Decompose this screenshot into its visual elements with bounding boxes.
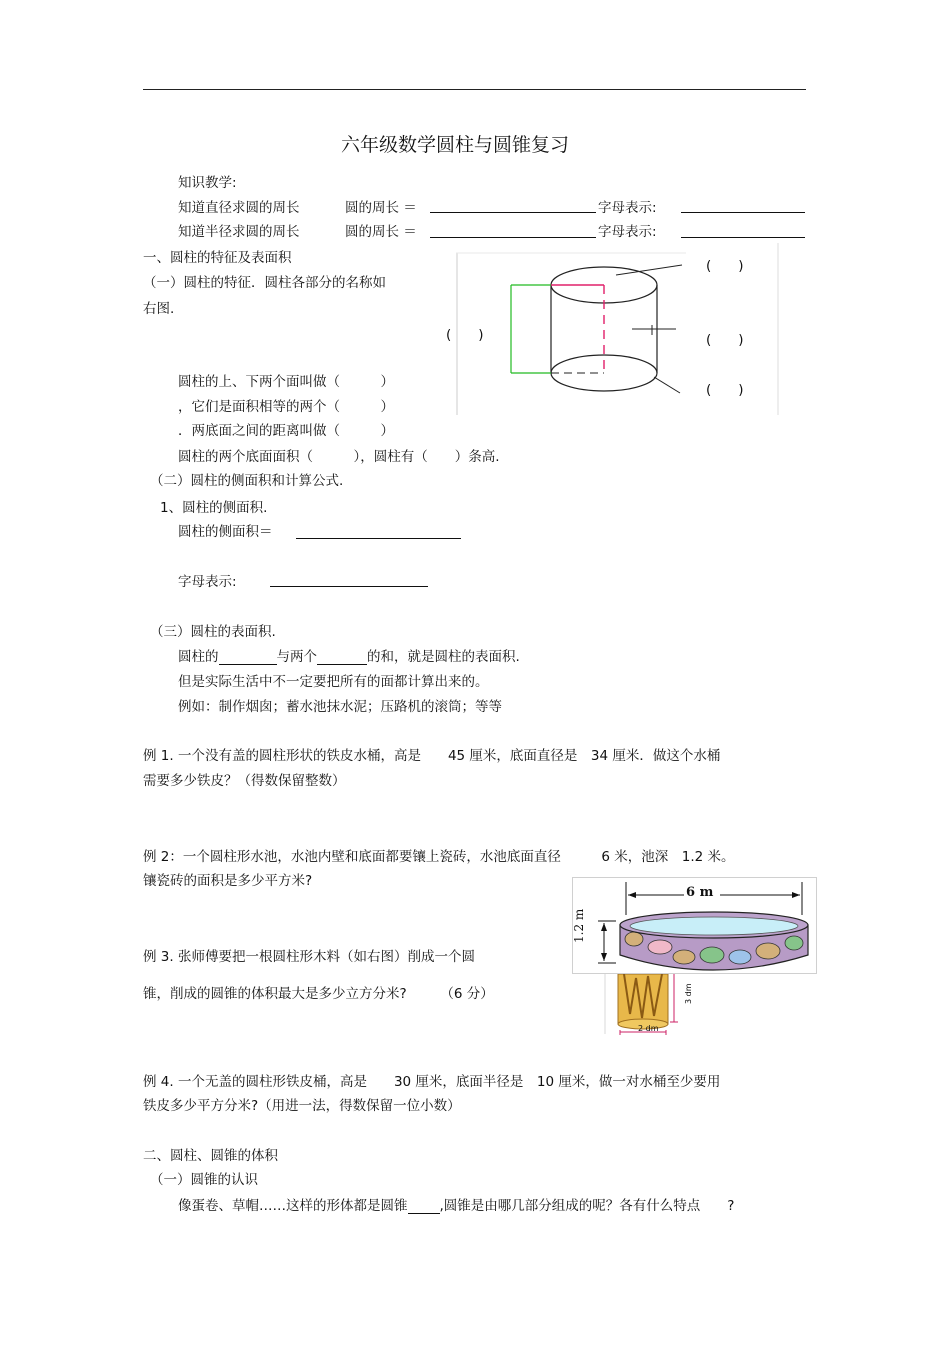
example4-line2: 铁皮多少平方分米?（用进一法，得数保留一位小数） (143, 1098, 461, 1114)
pointer-top-base (616, 265, 682, 275)
intro-row1-letter-label: 字母表示: (598, 200, 657, 216)
section2-line1-b: ,圆锥是由哪几部分组成的呢？各有什么特点 ? (439, 1198, 735, 1214)
section2-blank[interactable] (408, 1197, 440, 1214)
intro-row2-letter-label: 字母表示: (598, 224, 657, 240)
intro-heading: 知识教学: (178, 175, 237, 191)
label-height-blank: ( ) (446, 327, 484, 343)
intro-row1-letter-blank[interactable] (681, 212, 805, 213)
part1-line4: 圆柱的两个底面面积（ ），圆柱有（ ）条高. (178, 449, 500, 465)
intro-row1-known: 知道直径求圆的周长 (178, 200, 300, 216)
example3-line2: 锥，削成的圆锥的体积最大是多少立方分米? （6 分） (143, 986, 494, 1002)
page-title: 六年级数学圆柱与圆锥复习 (341, 134, 570, 156)
intro-row2-formula-label: 圆的周长 ＝ (345, 224, 417, 240)
pool-width-label: 6 m (686, 885, 714, 900)
part1-line1: 圆柱的上、下两个面叫做（ ） (178, 374, 394, 390)
part3-line1 (178, 645, 520, 665)
part1-heading: （一）圆柱的特征．圆柱各部分的名称如 (143, 275, 386, 291)
intro-row2-known: 知道半径求圆的周长 (178, 224, 300, 240)
pool-stone (729, 950, 751, 964)
example4-line1: 例 4. 一个无盖的圆柱形铁皮桶，高是 30 厘米，底面半径是 10 厘米，做一对水桶至少要用 (143, 1074, 721, 1090)
pool-water (630, 917, 798, 935)
intro-row1-formula-label: 圆的周长 ＝ (345, 200, 417, 216)
part3-line1-a: 圆柱的 (178, 649, 219, 665)
part3-line3: 例如：制作烟囱；蓄水池抹水泥；压路机的滚筒；等等 (178, 699, 502, 715)
pool-depth-arrow-bottom (601, 953, 607, 961)
section2-part1-heading: （一）圆锥的认识 (150, 1172, 258, 1188)
part2-sub: 1、圆柱的侧面积. (160, 500, 268, 516)
pool-stone (648, 940, 672, 954)
example1-line2: 需要多少铁皮？（得数保留整数） (143, 773, 346, 789)
example1-line1: 例 1. 一个没有盖的圆柱形状的铁皮水桶，高是 45 厘米，底面直径是 34 厘米．做这个水桶 (143, 748, 721, 764)
lateral-letter-blank[interactable] (270, 586, 428, 587)
part3-line1-b: 与两个 (276, 649, 317, 665)
section2-line1 (178, 1194, 734, 1214)
part3-heading: （三）圆柱的表面积. (150, 624, 276, 640)
pool-stone (673, 950, 695, 964)
pool-depth-label: 1.2 m (572, 908, 586, 943)
part3-line1-c: 的和，就是圆柱的表面积. (367, 649, 520, 665)
intro-row2-letter-blank[interactable] (681, 237, 805, 238)
lateral-area-label: 圆柱的侧面积＝ (178, 524, 273, 540)
pool-arrow-right (792, 892, 800, 898)
bottom-base-front (551, 373, 657, 391)
label-top-blank: ( ) (706, 258, 744, 274)
part1-heading-cont: 右图. (143, 301, 175, 317)
example2-line2: 镶瓷砖的面积是多少平方米? (143, 873, 313, 889)
pool-arrow-left (628, 892, 636, 898)
pointer-bottom-base (654, 377, 680, 393)
section2-heading: 二、圆柱、圆锥的体积 (143, 1148, 278, 1164)
wood-width-label: 2 dm (638, 1024, 659, 1033)
example3-line1: 例 3. 张师傅要把一根圆柱形木料（如右图）削成一个圆 (143, 949, 475, 965)
part3-blank-lateral[interactable] (219, 648, 277, 665)
top-rule (143, 89, 806, 90)
intro-row1-formula-blank[interactable] (430, 212, 596, 213)
section2-line1-a: 像蛋卷、草帽……这样的形体都是圆锥 (178, 1198, 408, 1214)
pool-stone (700, 947, 724, 963)
lateral-area-blank[interactable] (296, 538, 461, 539)
pool-stone (756, 943, 780, 959)
wood-height-label: 3 dm (684, 983, 693, 1004)
part1-line2: ，它们是面积相等的两个（ ） (178, 399, 394, 415)
section1-heading: 一、圆柱的特征及表面积 (143, 250, 292, 266)
label-side-blank: ( ) (706, 332, 744, 348)
part1-line3: ．两底面之间的距离叫做（ ） (178, 423, 394, 439)
pool-stone (625, 932, 643, 946)
part2-heading: （二）圆柱的侧面积和计算公式. (150, 473, 344, 489)
part3-line2: 但是实际生活中不一定要把所有的面都计算出来的。 (178, 674, 489, 690)
pool-depth-arrow-top (601, 923, 607, 931)
label-bottom-blank: ( ) (706, 382, 744, 398)
lateral-letter-label: 字母表示: (178, 574, 237, 590)
pool-stone (785, 936, 803, 950)
example2-line1: 例 2：一个圆柱形水池，水池内壁和底面都要镶上瓷砖，水池底面直径 6 米，池深 1.2 米。 (143, 849, 735, 865)
part3-blank-bases[interactable] (317, 648, 367, 665)
intro-row2-formula-blank[interactable] (430, 237, 596, 238)
